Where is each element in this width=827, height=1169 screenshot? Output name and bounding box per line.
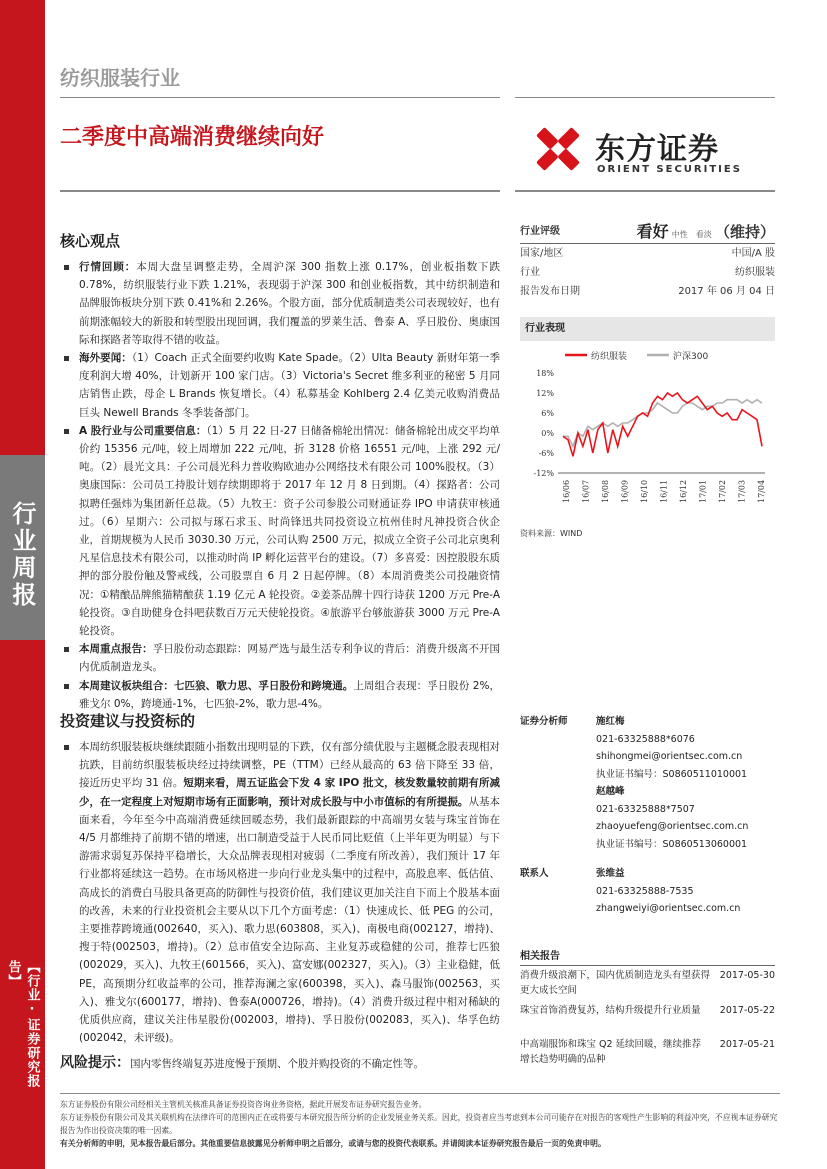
risk-warning: 风险提示：国内零售终端复苏进度慢于预期、个股并购投资的不确定性等。 <box>60 1055 424 1071</box>
y-tick-label: 18% <box>536 369 554 378</box>
series-line <box>563 393 762 456</box>
legend-label: 纺织服装 <box>591 352 628 362</box>
sector-title: 纺织服装行业 <box>60 66 180 90</box>
logo-mark-icon <box>527 118 589 180</box>
x-tick-label: 17/02 <box>718 479 727 503</box>
chart-source: 资料来源：WIND <box>520 529 583 538</box>
company-logo <box>527 118 777 188</box>
contact-phone: 021-63325888-7535 <box>596 885 694 897</box>
x-tick-label: 17/03 <box>737 479 747 503</box>
analyst-panel <box>520 713 775 918</box>
analyst-email[interactable]: zhaoyuefeng@orientsec.com.cn <box>596 821 749 832</box>
list-item: 本周重点报告：孚日股份动态跟踪：网易严选与最生活专利争议的背后：消费升级离不开国内优质制造龙头。 <box>60 640 500 676</box>
disclaimer-footer: 东方证券股份有限公司经相关主管机关核准具备证券投资咨询业务资格，据此开展发布证券研究报告业务。 东方证券股份有限公司及其关联机构在法律许可的范围内正在或将要与本研究报告所分析的企业发展业务关系。因此，投资者应当考虑到本公司可能存在对报告的客观性产生影响的利益冲突，不应视本证券研究报告为作出投资决策的唯一因素。 有关分析师的申明，见本报告最后部分。其他重要信息披露见分析师申明之后部分，或请与您的投资代表联系。并请阅读本证券研究报告最后一页的免责申明。 <box>60 1100 778 1148</box>
divider <box>60 97 500 98</box>
legend-label: 沪深300 <box>673 352 709 362</box>
rating-row: 行业评级 看好 中性 看淡 （维持） <box>520 222 775 244</box>
rating-row: 报告发布日期 2017 年 06 月 04 日 <box>520 286 775 297</box>
x-tick-label: 17/01 <box>698 479 708 503</box>
contact-email[interactable]: zhangweiyi@orientsec.com.cn <box>596 903 741 914</box>
x-tick-label: 16/06 <box>562 479 571 503</box>
divider <box>515 97 775 98</box>
report-headline: 二季度中高端消费继续向好 <box>60 125 325 150</box>
list-item: 本周建议板块组合：七匹狼、歌力思、孚日股份和跨境通。上周组合表现：孚日股份 2%，雅戈尔 0%，跨境通-1%，七匹狼-2%，歌力思-4%。 <box>60 677 500 713</box>
core-views-heading: 核心观点 <box>60 232 121 250</box>
series-line <box>563 400 762 447</box>
investment-advice-heading: 投资建议与投资标的 <box>60 712 196 730</box>
y-tick-label: 12% <box>536 389 554 398</box>
analyst-name: 证券分析师 施红梅 <box>520 716 625 727</box>
analyst-name: 赵越峰 <box>596 786 625 797</box>
chart-svg <box>520 345 775 515</box>
performance-chart <box>520 345 775 515</box>
related-report-item[interactable]: 珠宝首饰消费复苏，结构升级提升行业质量 2017-05-22 <box>520 1005 775 1016</box>
x-tick-label: 16/12 <box>679 479 688 503</box>
list-item: 本周纺织服装板块继续跟随小指数出现明显的下跌，仅有部分绩优股与主题概念股表现相对抗跌，目前纺织服装板块经过持续调整，PE（TTM）已经从最高的 63 倍下降至 33 倍，接近历史平均 31 倍。短期来看，周五证监会下发 4 家 IPO 批文，核发数量较前期有所减少，在一定程度上对短期市场有正面影响，预计对成长股与中小市值标的有所提振。从基本面来看，今年至今中高端消费延续回暖态势，我们最新跟踪的中高端男女装与珠宝首饰在 4/5 月都维持了前期不错的增速，出口制造受益于人民币同比贬值（上半年更为明显）与下游需求弱复苏保持平稳增长，大众品牌表现相对疲弱（二季度有所改善），我们预计 17 年行业都将延续这一趋势。在市场风格进一步向行业龙头集中的过程中，高股息率、低估值、高成长的消费白马股具备更高的防御性与投资价值，我们建议更加关注自下而上个股基本面的改善，未来的行业投资机会主要从以下几个方面考虑：（1）快速成长、低 PEG 的公司，主要推荐跨境通(002640，买入)、歌力思(603808，买入)、南极电商(002127，增持)、搜于特(002503，增持)。（2）总市值安全边际高、主业复苏或稳健的公司，推荐七匹狼(002029，买入)、九牧王(601566，买入)、富安娜(002327，买入)。（3）主业稳健，低 PE，高预期分红收益率的公司，推荐海澜之家(600398，买入)、森马服饰(002563，买入)、雅戈尔(600177，增持)、鲁泰A(000726，增持)。（4）消费升级过程中相对稀缺的优质供应商，建议关注伟星股份(002003，增持)、孚日股份(002083，买入)、华孚色纺(002042，未评级)。 <box>60 738 500 1047</box>
rating-value: 看好 <box>636 222 669 241</box>
rating-panel <box>520 222 775 301</box>
contact-name: 联系人 张维益 <box>520 868 625 879</box>
divider <box>60 190 500 192</box>
analyst-cert: 执业证书编号：S0860513060001 <box>596 838 748 850</box>
x-tick-label: 16/07 <box>581 479 591 503</box>
list-item: 海外要闻：（1）Coach 正式全面要约收购 Kate Spade。（2）Ulta Beauty 新财年第一季度利润大增 40%，计划新开 100 家门店。（3）Victoria's Secret 维多利亚的秘密 5 月同店销售止跌，母企 L Brands 恢复增长。（4）私募基金 Kohlberg 2.4 亿美元收购消费品巨头 Newell Brands 冬季装备部门。 <box>60 349 500 422</box>
x-tick-label: 16/10 <box>640 479 649 503</box>
logo-text-cn: 东方证券 <box>595 132 719 167</box>
x-tick-label: 17/04 <box>757 479 766 503</box>
divider <box>60 1093 780 1094</box>
x-tick-label: 16/09 <box>620 479 630 503</box>
industry-performance-heading: 行业表现 <box>520 317 775 341</box>
y-tick-label: 0% <box>541 429 554 438</box>
x-tick-label: 16/11 <box>659 479 669 503</box>
y-tick-label: -12% <box>533 469 554 478</box>
logo-text-en: ORIENT SECURITIES <box>597 164 742 175</box>
divider <box>515 190 775 192</box>
investment-advice-list <box>60 738 500 1047</box>
rating-row: 行业 纺织服装 <box>520 267 775 278</box>
y-tick-label: -6% <box>538 449 554 458</box>
rating-row: 国家/地区 中国/A 股 <box>520 248 775 259</box>
analyst-phone: 021-63325888*7507 <box>596 803 695 815</box>
analyst-email[interactable]: shihongmei@orientsec.com.cn <box>596 751 743 762</box>
report-category-label: 【行业·证券研究报告】 <box>5 960 40 1088</box>
related-reports-heading: 相关报告 <box>520 947 775 966</box>
analyst-cert: 执业证书编号：S0860511010001 <box>596 768 748 780</box>
y-tick-label: 6% <box>541 409 554 418</box>
list-item: 行情回顾：本周大盘呈调整走势，全周沪深 300 指数上涨 0.17%，创业板指数下跌 0.78%，纺织服装行业下跌 1.21%，表现弱于沪深 300 和创业板指数，其中纺织制造和品牌服饰板块分别下跌 0.41%和 2.26%。个股方面，部分优质制造类公司表现较好，也有前期涨幅较大的新股和转型股出现回调，我们覆盖的罗莱生活、鲁泰 A、孚日股份、奥康国际和探路者等取得不错的收益。 <box>60 258 500 349</box>
related-report-item[interactable]: 中高端服饰和珠宝 Q2 延续回暖，继续推荐增长趋势明确的品种 2017-05-21 <box>520 1039 775 1065</box>
list-item: A 股行业与公司重要信息：（1）5 月 22 日-27 日储备棉轮出情况：储备棉轮出成交平均单价约 15356 元/吨，较上周增加 222 元/吨，折 3128 价格 16551 元/吨，上涨 292 元/吨。（2）晨光文具：子公司晨光科力普收购欧迪办公网络技术有限公司 100%股权。（3）奥康国际：公司员工持股计划存续期即将于 2017 年 12 月 8 日到期。（4）探路者：公司拟聘任强炜为集团新任总裁。（5）九牧王：资子公司参股公司财通证券 IPO 申请获审核通过。（6）星期六：公司拟与琢石求玉、时尚锋迅共同投资设立杭州佳时凡神投资合伙企业，首期规模为人民币 3030.30 万元，公司认购 2500 万元，拟成立全资子公司北京奥利凡星信息技术有限公司，以推动时尚 IP 孵化运营平台的建设。（7）多喜爱：因控股股东质押的部分股份触及警戒线，公司股票自 6 月 2 日起停牌。（8）本周消费类公司投融资情况：①精酿品牌熊猫精酿获 1.19 亿元 A 轮投资。②姜茶品牌十四行诗获 1200 万元 Pre-A 轮投资。③自助健身仓抖吧获数百万元天使轮投资。④旅游平台够旅游获 3000 万元 Pre-A 轮投资。 <box>60 422 500 640</box>
x-tick-label: 16/08 <box>601 479 610 503</box>
report-type-label: 行业周报 <box>8 501 36 609</box>
related-report-item[interactable]: 消费升级浪潮下，国内优质制造龙头有望获得更大成长空间 2017-05-30 <box>520 970 775 996</box>
core-views-list <box>60 258 500 713</box>
analyst-phone: 021-63325888*6076 <box>596 733 695 745</box>
